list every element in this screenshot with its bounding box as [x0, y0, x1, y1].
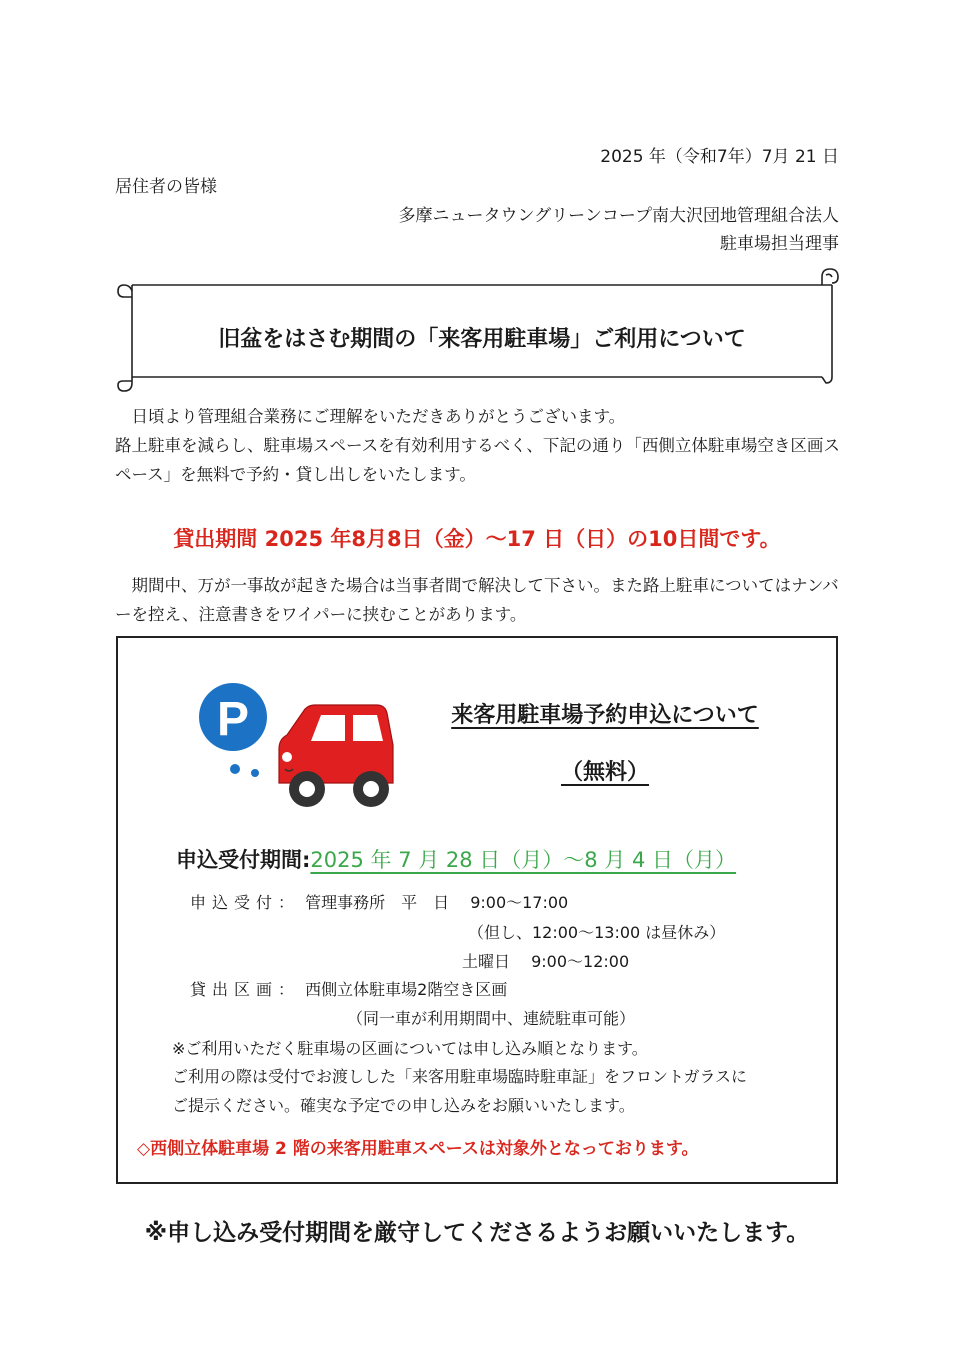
reception-value: 管理事務所 平 日 9:00～17:00 — [305, 893, 569, 912]
note-line-3: ご提示ください。確実な予定での申し込みをお願いいたします。 — [172, 1096, 635, 1115]
recipient: 居住者の皆様 — [115, 177, 217, 197]
application-period-value: 2025 年 7 月 28 日（月）～8 月 4 日（月） — [310, 848, 737, 872]
intro-paragraph — [115, 402, 845, 489]
application-period-label: 申込受付期間: — [176, 848, 311, 872]
reception-row — [190, 890, 568, 913]
organization: 多摩ニュータウングリーンコープ南大沢団地管理組合法人 — [398, 206, 839, 226]
footer-note: ※申し込み受付期間を厳守してくださるようお願いいたします。 — [144, 1220, 810, 1246]
loan-period: 貸出期間 2025 年8月8日（金）～17 日（日）の10日間です。 — [173, 527, 781, 551]
box-heading: 来客用駐車場予約申込について — [451, 703, 759, 728]
exclusion-note: ◇西側立体駐車場 2 階の来客用駐車スペースは対象外となっております。 — [137, 1139, 699, 1159]
page-title: 旧盆をはさむ期間の「来客用駐車場」ご利用について — [218, 327, 746, 352]
area-label: 貸出区画： — [190, 980, 301, 999]
department: 駐車場担当理事 — [720, 234, 839, 254]
parking-letter: P — [216, 693, 250, 746]
red-car-icon — [279, 705, 393, 807]
application-period — [176, 844, 736, 874]
area-value: 西側立体駐車場2階空き区画 — [305, 980, 508, 999]
reception-label: 申込受付： — [190, 893, 301, 912]
area-note: （同一車が利用期間中、連続駐車可能） — [347, 1009, 636, 1028]
parking-car-icon — [195, 665, 405, 825]
intro-line-2: 路上駐車を減らし、駐車場スペースを有効利用するべく、下記の通り「西側立体駐車場空き区画スペース」を無料で予約・貸し出しをいたします。 — [115, 436, 840, 484]
intro-line-1: 日頃より管理組合業務にご理解をいただきありがとうございます。 — [115, 407, 626, 426]
document-date: 2025 年（令和7年）7月 21 日 — [600, 147, 839, 167]
box-subheading: （無料） — [560, 760, 649, 785]
area-row — [190, 977, 507, 1000]
notice-paragraph: 期間中、万が一事故が起きた場合は当事者間で解決して下さい。また路上駐車についてはナンバーを控え、注意書きをワイパーに挟むことがあります。 — [115, 576, 839, 624]
reception-saturday: 土曜日 9:00～12:00 — [462, 952, 630, 971]
reception-break: （但し、12:00～13:00 は昼休み） — [468, 923, 726, 942]
note-line-2: ご利用の際は受付でお渡しした「来客用駐車場臨時駐車証」をフロントガラスに — [172, 1067, 748, 1086]
note-line-1: ※ご利用いただく駐車場の区画については申し込み順となります。 — [172, 1039, 648, 1058]
